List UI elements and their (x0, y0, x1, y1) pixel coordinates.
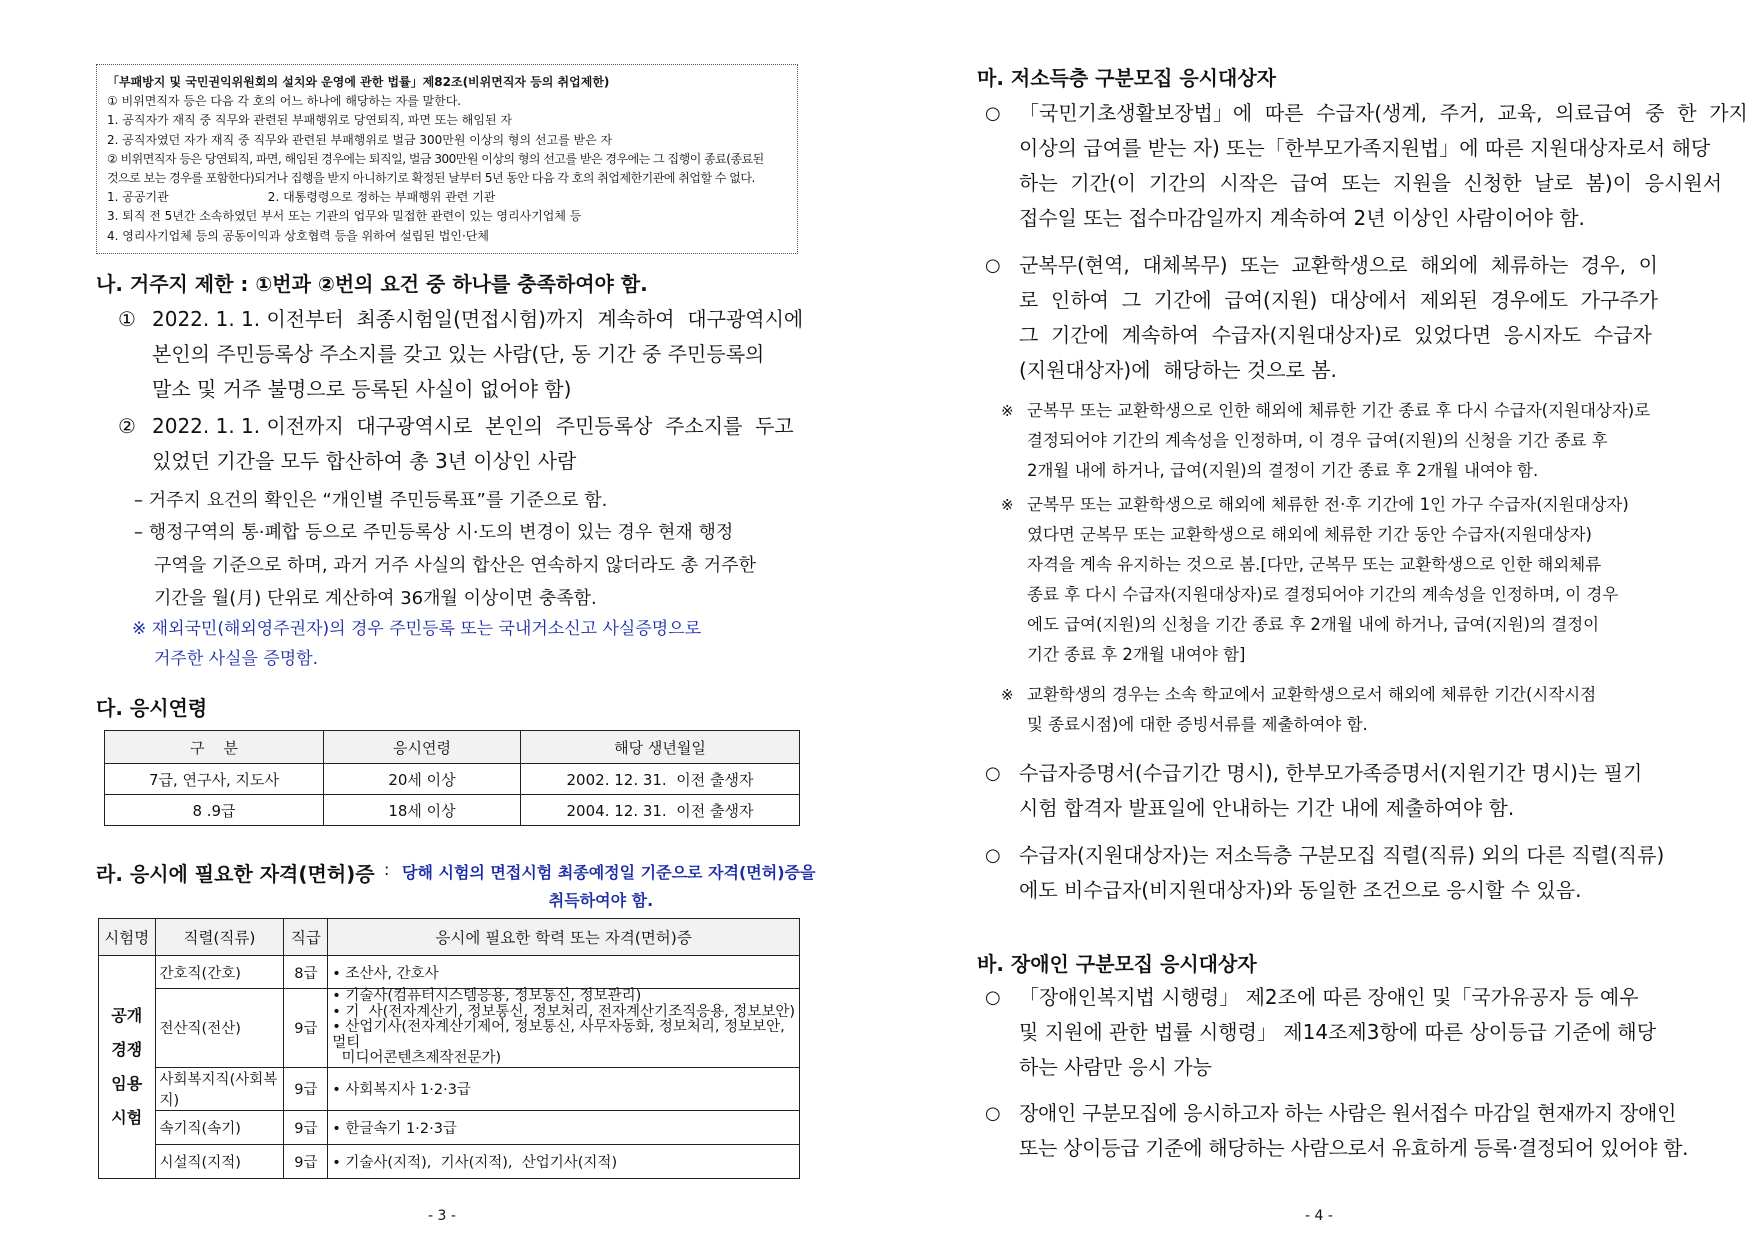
ma-p2-line: 로 인하여 그 기간에 급여(지원) 대상에서 제외된 경우에도 가구주가 (1019, 288, 1658, 312)
ma-p1-line: 접수일 또는 접수마감일까지 계속하여 2년 이상인 사람이어야 함. (1019, 206, 1585, 230)
ma-p4-line: 에도 비수급자(비지원대상자)와 동일한 조건으로 응시할 수 있음. (1019, 878, 1582, 902)
na-item2-line: 2022. 1. 1. 이전까지 대구광역시로 본인의 주민등록상 주소지를 두고 (152, 414, 794, 438)
job-cell: 전산직(전산) (155, 989, 284, 1068)
ma-note1-line: 군복무 또는 교환학생으로 인한 해외에 체류한 기간 종료 후 다시 수급자(지원대상자)로 (1027, 401, 1651, 420)
exam-char: 경쟁 (111, 1039, 143, 1059)
age-table (104, 730, 800, 826)
notice-line: 1. 공공기관 2. 대통령령으로 정하는 부패행위 관련 기관 (107, 190, 496, 205)
note-mark: ※ (1001, 402, 1014, 420)
bullet-circle: ○ (985, 763, 1001, 784)
na-note-line: ※ 재외국민(해외영주권자)의 경우 주민등록 또는 국내거소신고 사실증명으로 (132, 619, 702, 639)
bullet-circle: ○ (985, 1103, 1001, 1124)
bullet-circle: ○ (985, 255, 1001, 276)
notice-line: ① 비위면직자 등은 다음 각 호의 어느 하나에 해당하는 자를 말한다. (107, 94, 462, 109)
job-cell: 사회복지직(사회복지) (155, 1067, 284, 1110)
ba-p1-line: 및 지원에 관한 법률 시행령」 제14조제3항에 따른 상이등급 기준에 해당 (1019, 1020, 1657, 1044)
ba-p2-line: 또는 상이등급 기준에 해당하는 사람으로서 유효하게 등록·결정되어 있어야 함. (1019, 1136, 1689, 1160)
ma-note2-line: 군복무 또는 교환학생으로 해외에 체류한 전·후 기간에 1인 가구 수급자(지원대상자) (1027, 495, 1629, 514)
notice-line: 2. 공직자였던 자가 재직 중 직무와 관련된 부패행위로 벌금 300만원 이상의 형의 선고를 받은 자 (107, 132, 613, 147)
ma-note2-line: 자격을 계속 유지하는 것으로 봄.[다만, 군복무 또는 교환학생으로 인한 해외체류 (1027, 555, 1602, 574)
bullet-circle: ○ (985, 987, 1001, 1008)
table-cell: 2004. 12. 31. 이전 출생자 (521, 795, 800, 826)
table-header: 응시연령 (324, 731, 521, 764)
bullet-circle: ○ (985, 845, 1001, 866)
table-header-row (105, 731, 800, 764)
na-item1-line: 본인의 주민등록상 주소지를 갖고 있는 사람(단, 동 기간 중 주민등록의 (152, 342, 765, 366)
section-ma-heading: 마. 저소득층 구분모집 응시대상자 (977, 66, 1276, 90)
req-line: • 기술사(컴퓨터시스템응용, 정보통신, 정보관리) (332, 988, 642, 1004)
ma-p1-line: 이상의 급여를 받는 자) 또는「한부모가족지원법」에 따른 지원대상자로서 해당 (1019, 136, 1711, 160)
grade-cell: 8급 (284, 956, 328, 989)
na-item1-line: 2022. 1. 1. 이전부터 최종시험일(면접시험)까지 계속하여 대구광역시에 (152, 307, 804, 331)
grade-cell: 9급 (284, 989, 328, 1068)
req-cell: • 기술사(지적), 기사(지적), 산업기사(지적) (328, 1144, 800, 1178)
table-header: 직렬(직류) (155, 919, 284, 956)
notice-line: 4. 영리사기업체 등의 공동이익과 상호협력 등을 위하여 설립된 법인·단체 (107, 228, 489, 243)
law-notice-box (96, 64, 798, 254)
table-row (99, 1110, 800, 1144)
ma-p3-line: 수급자증명서(수급기간 명시), 한부모가족증명서(지원기간 명시)는 필기 (1019, 761, 1643, 785)
table-row (99, 1067, 800, 1110)
exam-char: 시험 (111, 1107, 143, 1127)
req-line: 미디어콘텐츠제작전문가) (332, 1050, 502, 1066)
page-4 (877, 0, 1754, 1240)
table-header: 구 분 (105, 731, 324, 764)
table-header: 해당 생년월일 (521, 731, 800, 764)
table-header-row (99, 919, 800, 956)
section-na-heading: 나. 거주지 제한 : ①번과 ②번의 요건 중 하나를 충족하여야 함. (96, 272, 648, 296)
bullet-circle: ○ (985, 103, 1001, 124)
exam-char: 임용 (111, 1073, 143, 1093)
ma-note2-line: 종료 후 다시 수급자(지원대상자)로 결정되어야 기간의 계속성을 인정하며, 이 경우 (1027, 585, 1619, 604)
section-ba-heading: 바. 장애인 구분모집 응시대상자 (977, 952, 1257, 976)
note-mark: ※ (1001, 686, 1014, 704)
exam-name-cell (99, 956, 156, 1179)
ba-p1-line: 하는 사람만 응시 가능 (1019, 1055, 1212, 1079)
na-note-line: 거주한 사실을 증명함. (154, 649, 319, 669)
table-row (105, 764, 800, 795)
ma-note2-line: 기간 종료 후 2개월 내여야 함] (1027, 645, 1246, 664)
na-dash1: – 거주지 요건의 확인은 “개인별 주민등록표”를 기준으로 함. (134, 490, 608, 511)
table-cell: 20세 이상 (324, 764, 521, 795)
ma-p2-line: (지원대상자)에 해당하는 것으로 봄. (1019, 358, 1337, 382)
ra-blue-line1: 당해 시험의 면접시험 최종예정일 기준으로 자격(면허)증을 (402, 863, 816, 882)
ra-blue-line2: 취득하여야 함. (548, 891, 654, 910)
item2-mark: ② (118, 414, 136, 438)
req-cell (328, 989, 800, 1068)
job-cell: 간호직(간호) (155, 956, 284, 989)
na-dash2-line: – 행정구역의 통·폐합 등으로 주민등록상 시·도의 변경이 있는 경우 현재 행정 (134, 522, 734, 543)
na-dash2-line: 구역을 기준으로 하며, 과거 거주 사실의 합산은 연속하지 않더라도 총 거주한 (154, 555, 756, 576)
table-header: 응시에 필요한 학력 또는 자격(면허)증 (328, 919, 800, 956)
ma-note2-line: 였다면 군복무 또는 교환학생으로 해외에 체류한 기간 동안 수급자(지원대상자) (1027, 525, 1592, 544)
license-table (98, 918, 800, 1179)
table-cell: 8 .9급 (105, 795, 324, 826)
ma-note3-line: 및 종료시점)에 대한 증빙서류를 제출하여야 함. (1027, 715, 1368, 734)
req-line: • 기 사(전자계산기, 정보통신, 정보처리, 전자계산기조직응용, 정보보안) (332, 1003, 795, 1020)
ma-note1-line: 2개월 내에 하거나, 급여(지원)의 결정이 기간 종료 후 2개월 내여야 함. (1027, 461, 1539, 480)
ba-p1-line: 「장애인복지법 시행령」 제2조에 따른 장애인 및「국가유공자 등 예우 (1019, 985, 1639, 1009)
table-header: 직급 (284, 919, 328, 956)
note-mark: ※ (1001, 496, 1014, 514)
ma-p4-line: 수급자(지원대상자)는 저소득층 구분모집 직렬(직류) 외의 다른 직렬(직류) (1019, 843, 1665, 867)
notice-line: 3. 퇴직 전 5년간 소속하였던 부서 또는 기관의 업무와 밀접한 관련이 있는 영리사기업체 등 (107, 209, 582, 224)
grade-cell: 9급 (284, 1144, 328, 1178)
grade-cell: 9급 (284, 1067, 328, 1110)
section-ra-heading: 라. 응시에 필요한 자격(면허)증 (96, 862, 375, 886)
ma-note1-line: 결정되어야 기간의 계속성을 인정하며, 이 경우 급여(지원)의 신청을 기간 종료 후 (1027, 431, 1608, 450)
ra-colon: : (384, 860, 390, 879)
table-cell: 2002. 12. 31. 이전 출생자 (521, 764, 800, 795)
notice-line: 1. 공직자가 재직 중 직무와 관련된 부패행위로 당연퇴직, 파면 또는 해임된 자 (107, 113, 512, 128)
job-cell: 속기직(속기) (155, 1110, 284, 1144)
table-cell: 18세 이상 (324, 795, 521, 826)
table-row (105, 795, 800, 826)
ba-p2-line: 장애인 구분모집에 응시하고자 하는 사람은 원서접수 마감일 현재까지 장애인 (1019, 1101, 1677, 1125)
req-cell: • 사회복지사 1·2·3급 (328, 1067, 800, 1110)
table-row (99, 956, 800, 989)
ma-p1-line: 「국민기초생활보장법」에 따른 수급자(생계, 주거, 교육, 의료급여 중 한 가지 (1019, 101, 1748, 125)
exam-char: 공개 (111, 1005, 143, 1025)
table-header: 시험명 (99, 919, 156, 956)
na-dash2-line: 기간을 월(月) 단위로 계산하여 36개월 이상이면 충족함. (154, 588, 597, 609)
notice-title: 「부패방지 및 국민권익위원회의 설치와 운영에 관한 법률」제82조(비위면직자 등의 취업제한) (107, 75, 610, 89)
table-cell: 7급, 연구사, 지도사 (105, 764, 324, 795)
req-cell: • 한글속기 1·2·3급 (328, 1110, 800, 1144)
job-cell: 시설직(지적) (155, 1144, 284, 1178)
table-row (99, 1144, 800, 1178)
ma-p2-line: 군복무(현역, 대체복무) 또는 교환학생으로 해외에 체류하는 경우, 이 (1019, 253, 1658, 277)
ma-p3-line: 시험 합격자 발표일에 안내하는 기간 내에 제출하여야 함. (1019, 796, 1515, 820)
na-item2-line: 있었던 기간을 모두 합산하여 총 3년 이상인 사람 (152, 449, 577, 473)
ma-p1-line: 하는 기간(이 기간의 시작은 급여 또는 지원을 신청한 날로 봄)이 응시원서 (1019, 171, 1723, 195)
notice-line: 것으로 보는 경우를 포함한다)되거나 집행을 받지 아니하기로 확정된 날부터 5년 동안 다음 각 호의 취업제한기관에 취업할 수 없다. (107, 171, 755, 186)
page-number: - 3 - (428, 1208, 456, 1224)
na-item1-line: 말소 및 거주 불명으로 등록된 사실이 없어야 함) (152, 377, 572, 401)
req-line: • 산업기사(전자계산기제어, 정보통신, 사무자동화, 정보처리, 정보보안, 멀티 (332, 1019, 785, 1051)
ma-note2-line: 에도 급여(지원)의 신청을 기간 종료 후 2개월 내에 하거나, 급여(지원)의 결정이 (1027, 615, 1600, 634)
section-da-heading: 다. 응시연령 (96, 696, 208, 720)
table-row (99, 989, 800, 1068)
grade-cell: 9급 (284, 1110, 328, 1144)
item1-mark: ① (118, 307, 136, 331)
page-number: - 4 - (1305, 1208, 1333, 1224)
ma-p2-line: 그 기간에 계속하여 수급자(지원대상자)로 있었다면 응시자도 수급자 (1019, 323, 1652, 347)
notice-line: ② 비위면직자 등은 당연퇴직, 파면, 해임된 경우에는 퇴직일, 벌금 300만원 이상의 형의 선고를 받은 경우에는 그 집행이 종료(종료된 (107, 151, 764, 166)
ma-note3-line: 교환학생의 경우는 소속 학교에서 교환학생으로서 해외에 체류한 기간(시작시점 (1027, 685, 1597, 704)
req-cell: • 조산사, 간호사 (328, 956, 800, 989)
